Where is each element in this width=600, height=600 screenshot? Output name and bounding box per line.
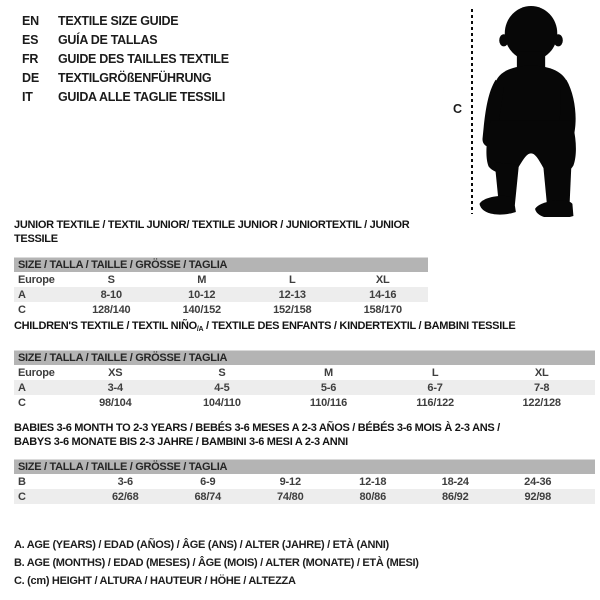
title-segment: BABYS 3-6 MONATE BIS 2-3 JAHRE / BAMBINI 3-6 MESI A 2-3 ANNI bbox=[14, 436, 348, 448]
table-row bbox=[14, 287, 428, 302]
size-cell: 86/92 bbox=[441, 490, 469, 503]
children-size-table bbox=[14, 350, 595, 410]
size-cell: 152/158 bbox=[273, 303, 312, 316]
row-label: C bbox=[18, 490, 26, 503]
language-row bbox=[22, 11, 229, 30]
language-code: FR bbox=[22, 51, 39, 66]
size-cell: 9-12 bbox=[279, 475, 301, 488]
size-cell: 4-5 bbox=[214, 381, 230, 394]
row-label: Europe bbox=[18, 273, 55, 286]
height-measure-line bbox=[471, 9, 473, 214]
row-label: A bbox=[18, 288, 26, 301]
size-cell: 18-24 bbox=[441, 475, 469, 488]
language-label: GUIDA ALLE TAGLIE TESSILI bbox=[58, 89, 226, 104]
row-label: B bbox=[18, 475, 26, 488]
size-cell: 24-36 bbox=[524, 475, 552, 488]
size-header-bar: SIZE / TALLA / TAILLE / GRÖSSE / TAGLIA bbox=[14, 257, 428, 272]
language-label: TEXTILE SIZE GUIDE bbox=[58, 13, 179, 28]
junior-size-table bbox=[14, 257, 428, 317]
row-label: A bbox=[18, 381, 26, 394]
baby-silhouette-icon bbox=[478, 5, 580, 217]
size-cell: L bbox=[431, 366, 439, 379]
title-segment: BABIES 3-6 MONTH TO 2-3 YEARS / BEBÉS 3-6 MESES A 2-3 AÑOS / BÉBÉS 3-6 MOIS À 2-3 ANS / bbox=[14, 422, 500, 434]
size-cell: S bbox=[107, 273, 115, 286]
language-code: DE bbox=[22, 70, 39, 85]
size-cell: 116/122 bbox=[416, 396, 454, 409]
language-code: IT bbox=[22, 89, 33, 104]
language-label: GUIDE DES TAILLES TEXTILE bbox=[58, 51, 229, 66]
title-segment: CHILDREN'S TEXTILE / TEXTIL NIÑO bbox=[14, 320, 197, 332]
section-title-line bbox=[14, 218, 428, 246]
size-cell: 12-18 bbox=[359, 475, 387, 488]
size-header-bar: SIZE / TALLA / TAILLE / GRÖSSE / TAGLIA bbox=[14, 459, 595, 474]
size-cell: 80/86 bbox=[359, 490, 387, 503]
height-measure-label: C bbox=[453, 102, 463, 116]
size-cell: 68/74 bbox=[194, 490, 222, 503]
table-row bbox=[14, 302, 428, 317]
language-row bbox=[22, 30, 229, 49]
size-cell: XS bbox=[108, 366, 123, 379]
size-cell: L bbox=[288, 273, 296, 286]
legend-note-line: C. (cm) HEIGHT / ALTURA / HAUTEUR / HÖHE / ALTEZZA bbox=[14, 575, 296, 587]
language-label: TEXTILGRÖßENFÜHRUNG bbox=[58, 70, 212, 85]
table-row bbox=[14, 489, 595, 504]
table-rows bbox=[14, 474, 595, 504]
legend-note-line: B. AGE (MONTHS) / EDAD (MESES) / ÂGE (MOIS) / ALTER (MONATE) / ETÀ (MESI) bbox=[14, 557, 419, 569]
row-label: Europe bbox=[18, 366, 55, 379]
size-cell: 74/80 bbox=[276, 490, 304, 503]
table-row bbox=[14, 380, 595, 395]
size-cell: 3-4 bbox=[107, 381, 123, 394]
size-cell: 8-10 bbox=[100, 288, 122, 301]
language-row bbox=[22, 49, 229, 68]
size-cell: S bbox=[218, 366, 226, 379]
section-title-line bbox=[14, 435, 595, 449]
size-cell: 110/116 bbox=[309, 396, 348, 409]
size-cell: 158/170 bbox=[363, 303, 402, 316]
language-code: ES bbox=[22, 32, 39, 47]
size-cell: 140/152 bbox=[182, 303, 221, 316]
table-row bbox=[14, 365, 595, 380]
table-row bbox=[14, 474, 595, 489]
legend-notes bbox=[14, 536, 419, 590]
size-cell: M bbox=[197, 273, 207, 286]
size-cell: 10-12 bbox=[188, 288, 216, 301]
size-cell: 6-7 bbox=[427, 381, 443, 394]
row-label: C bbox=[18, 396, 26, 409]
size-cell: 3-6 bbox=[117, 475, 133, 488]
language-row bbox=[22, 68, 229, 87]
table-rows bbox=[14, 272, 428, 317]
babies-textile-section bbox=[14, 421, 595, 504]
size-cell: 92/98 bbox=[524, 490, 552, 503]
row-label: C bbox=[18, 303, 26, 316]
baby-figure bbox=[450, 4, 596, 218]
language-code: EN bbox=[22, 13, 39, 28]
size-cell: 7-8 bbox=[534, 381, 550, 394]
language-row bbox=[22, 87, 229, 106]
size-header-bar: SIZE / TALLA / TAILLE / GRÖSSE / TAGLIA bbox=[14, 350, 595, 365]
title-segment: /A bbox=[196, 326, 204, 333]
junior-textile-section bbox=[14, 218, 428, 317]
title-segment: JUNIOR TEXTILE / TEXTIL JUNIOR/ TEXTILE JUNIOR / JUNIORTEXTIL / JUNIOR TESSILE bbox=[14, 219, 410, 245]
size-cell: M bbox=[324, 366, 333, 379]
size-cell: 104/110 bbox=[203, 396, 241, 409]
size-cell: 98/104 bbox=[99, 396, 132, 409]
size-cell: 12-13 bbox=[278, 288, 306, 301]
language-label: GUÍA DE TALLAS bbox=[58, 32, 158, 47]
table-row bbox=[14, 395, 595, 410]
children-textile-section bbox=[14, 319, 595, 410]
table-row bbox=[14, 272, 428, 287]
size-cell: XL bbox=[534, 366, 549, 379]
language-list bbox=[22, 11, 229, 106]
size-cell: 122/128 bbox=[522, 396, 561, 409]
size-cell: 128/140 bbox=[92, 303, 131, 316]
size-cell: 62/68 bbox=[111, 490, 139, 503]
junior-section-title bbox=[14, 218, 428, 246]
size-cell: 14-16 bbox=[369, 288, 397, 301]
section-title-line bbox=[14, 319, 595, 337]
babies-size-table bbox=[14, 459, 595, 504]
babies-section-title bbox=[14, 421, 595, 449]
table-rows bbox=[14, 365, 595, 410]
children-section-title bbox=[14, 319, 595, 337]
size-cell: 6-9 bbox=[200, 475, 216, 488]
size-cell: XL bbox=[375, 273, 390, 286]
section-title-line bbox=[14, 421, 595, 435]
title-segment: / TEXTILE DES ENFANTS / KINDERTEXTIL / BAMBINI TESSILE bbox=[203, 320, 516, 332]
legend-note-line: A. AGE (YEARS) / EDAD (AÑOS) / ÂGE (ANS) / ALTER (JAHRE) / ETÀ (ANNI) bbox=[14, 539, 389, 551]
size-cell: 5-6 bbox=[320, 381, 337, 394]
